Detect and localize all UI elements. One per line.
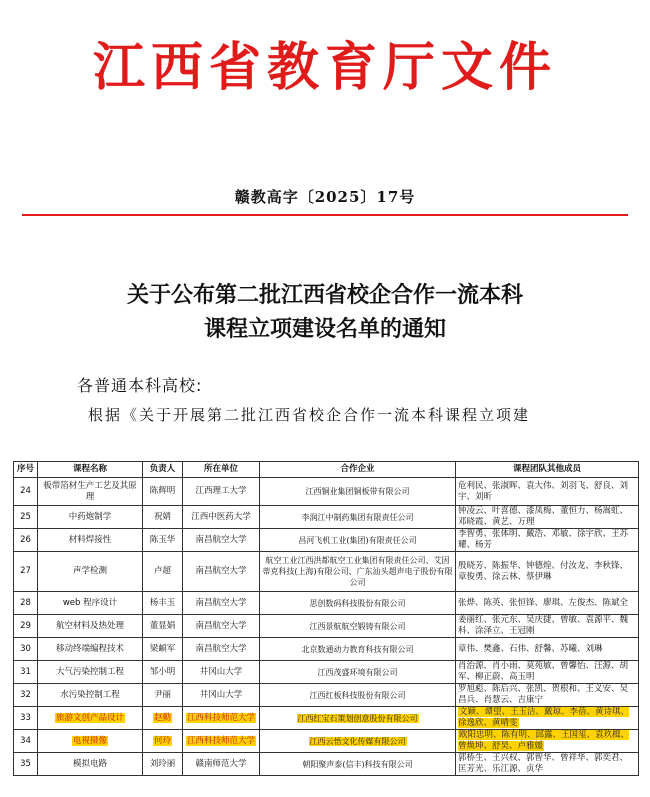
cell-no bbox=[14, 506, 38, 529]
cell-company-text: 江西红宝石策划创意股份有限公司 bbox=[297, 713, 418, 723]
cell-course bbox=[38, 661, 143, 684]
cell-company bbox=[260, 478, 456, 506]
cell-no bbox=[14, 661, 38, 684]
cell-no-text: 31 bbox=[20, 666, 31, 677]
cell-members bbox=[456, 592, 639, 615]
cell-no bbox=[14, 638, 38, 661]
cell-no bbox=[14, 753, 38, 776]
cell-members bbox=[456, 506, 639, 529]
cell-members bbox=[456, 661, 639, 684]
header-company: 合作企业 bbox=[260, 462, 456, 478]
cell-unit-text: 井冈山大学 bbox=[199, 689, 243, 700]
notice-title-line-2: 课程立项建设名单的通知 bbox=[203, 316, 446, 342]
cell-members bbox=[456, 707, 639, 730]
cell-lead-text: 陈玉华 bbox=[149, 534, 176, 545]
cell-unit-text: 赣南师范大学 bbox=[195, 758, 247, 769]
cell-members-text: 罗旭彪、陈后兴、张凯、贺根和、王义安、吴昌兵、肖慧云、吉康宁 bbox=[458, 684, 629, 705]
cell-unit bbox=[183, 506, 260, 529]
cell-course-text: 板带箔材生产工艺及其原理 bbox=[43, 480, 137, 502]
table-row bbox=[14, 506, 639, 529]
cell-company-text: 思创数码科技股份有限公司 bbox=[309, 598, 406, 608]
cell-company bbox=[260, 552, 456, 592]
cell-lead bbox=[143, 552, 183, 592]
cell-members-text: 文颖、谭望、王玉洁、戴琼、李蓓、黄诗琪、徐逸欣、黄晴雯 bbox=[458, 707, 630, 728]
cell-course bbox=[38, 753, 143, 776]
cell-no bbox=[14, 684, 38, 707]
cell-no bbox=[14, 478, 38, 506]
cell-unit bbox=[183, 730, 260, 753]
cell-course bbox=[38, 638, 143, 661]
header-members: 课程团队其他成员 bbox=[456, 462, 639, 478]
cell-unit bbox=[183, 753, 260, 776]
course-roster-table bbox=[13, 461, 639, 776]
cell-company-text: 北京数通动力教育科技有限公司 bbox=[301, 644, 414, 654]
cell-unit bbox=[183, 592, 260, 615]
cell-company-text: 江西云悟文化传媒有限公司 bbox=[309, 736, 406, 746]
cell-course-text: 模拟电路 bbox=[72, 758, 107, 769]
cell-course-text: 航空材料及热处理 bbox=[55, 620, 124, 631]
cell-unit-text: 江西理工大学 bbox=[195, 486, 247, 496]
cell-lead-text: 何玲 bbox=[153, 735, 171, 746]
cell-lead bbox=[143, 753, 183, 776]
table-header-row bbox=[14, 462, 639, 478]
header-course: 课程名称 bbox=[38, 462, 143, 478]
cell-lead-text: 祝婧 bbox=[153, 511, 171, 522]
cell-members bbox=[456, 684, 639, 707]
cell-members bbox=[456, 753, 639, 776]
cell-unit-text: 南昌航空大学 bbox=[195, 643, 247, 654]
table-row bbox=[14, 529, 639, 552]
cell-unit bbox=[183, 684, 260, 707]
cell-members-text: 危利民、张淑晖、袁大伟、刘羽飞、舒良、刘宇、刘昕 bbox=[458, 480, 629, 502]
cell-no-text: 34 bbox=[20, 735, 31, 746]
notice-title bbox=[0, 278, 650, 346]
cell-course bbox=[38, 552, 143, 592]
cell-course-text: 中药炮制学 bbox=[68, 511, 112, 522]
cell-unit-text: 南昌航空大学 bbox=[195, 597, 247, 608]
cell-unit bbox=[183, 552, 260, 592]
cell-no-text: 25 bbox=[20, 511, 31, 522]
cell-unit bbox=[183, 615, 260, 638]
cell-course bbox=[38, 707, 143, 730]
table-body bbox=[14, 478, 639, 776]
cell-members bbox=[456, 638, 639, 661]
cell-course-text: 声学检测 bbox=[72, 566, 107, 576]
table-row bbox=[14, 478, 639, 506]
cell-no bbox=[14, 707, 38, 730]
cell-company bbox=[260, 707, 456, 730]
cell-course bbox=[38, 730, 143, 753]
cell-company-text: 江西景航航空锻铸有限公司 bbox=[309, 621, 406, 631]
cell-no-text: 26 bbox=[20, 534, 31, 545]
cell-no bbox=[14, 730, 38, 753]
cell-company-text: 昌河飞机工业(集团)有限责任公司 bbox=[298, 535, 417, 545]
cell-company-text: 李润江中制药集团有限责任公司 bbox=[301, 512, 414, 522]
cell-no-text: 28 bbox=[20, 597, 31, 608]
cell-unit-text: 井冈山大学 bbox=[199, 666, 243, 677]
cell-company bbox=[260, 638, 456, 661]
cell-company bbox=[260, 506, 456, 529]
table-row bbox=[14, 684, 639, 707]
cell-unit-text: 江西中医药大学 bbox=[191, 511, 251, 522]
cell-no-text: 32 bbox=[20, 689, 31, 700]
cell-company bbox=[260, 730, 456, 753]
cell-members-text: 欧阳忠明、陈有明、邱露、王国玺、袁玖楫、曾焕坤、舒昊、卢雅媛 bbox=[458, 730, 630, 751]
table-row bbox=[14, 730, 639, 753]
cell-no-text: 30 bbox=[20, 643, 31, 654]
cell-unit-text: 南昌航空大学 bbox=[195, 566, 247, 576]
cell-members-text: 章伟、樊鑫、石伟、舒馨、苏曦、刘琳 bbox=[458, 643, 603, 654]
table-row bbox=[14, 615, 639, 638]
cell-members bbox=[456, 478, 639, 506]
cell-unit bbox=[183, 529, 260, 552]
body-text: 根据《关于开展第二批江西省校企合作一流本科课程立项建 bbox=[88, 406, 531, 424]
header-no: 序号 bbox=[14, 462, 38, 478]
cell-members-text: 肖治源、肖小雨、莫苑敏、曾馨怡、汪源、胡军、柳正蔚、高玉明 bbox=[458, 661, 629, 682]
cell-lead bbox=[143, 684, 183, 707]
cell-members-text: 李智勇、张体明、戴浩、邓敏、徐宇欣、王苏耀、杨芳 bbox=[458, 529, 629, 550]
cell-course-text: web 程序设计 bbox=[62, 597, 118, 608]
cell-course-text: 移动终端编程技术 bbox=[55, 643, 124, 654]
cell-company bbox=[260, 529, 456, 552]
cell-company bbox=[260, 661, 456, 684]
cell-unit bbox=[183, 478, 260, 506]
header-lead: 负责人 bbox=[143, 462, 183, 478]
cell-company bbox=[260, 753, 456, 776]
cell-members bbox=[456, 529, 639, 552]
cell-company-text: 江西茂盛环境有限公司 bbox=[317, 667, 398, 677]
cell-unit-text: 江西科技师范大学 bbox=[186, 735, 255, 746]
cell-course bbox=[38, 592, 143, 615]
cell-unit-text: 南昌航空大学 bbox=[195, 620, 247, 631]
cell-course bbox=[38, 506, 143, 529]
cell-lead-text: 赵勤 bbox=[153, 712, 171, 723]
cell-lead-text: 刘玲丽 bbox=[149, 758, 176, 769]
table-row bbox=[14, 592, 639, 615]
cell-company bbox=[260, 592, 456, 615]
cell-lead bbox=[143, 638, 183, 661]
cell-members bbox=[456, 615, 639, 638]
cell-course-text: 电视摄像 bbox=[72, 735, 107, 746]
cell-members-text: 张烨、陈英、张恒锋、廖琪、左俊杰、陈斌全 bbox=[458, 597, 629, 608]
cell-unit bbox=[183, 638, 260, 661]
salutation: 各普通本科高校: bbox=[77, 376, 203, 395]
cell-no bbox=[14, 529, 38, 552]
cell-unit-text: 江西科技师范大学 bbox=[186, 712, 255, 723]
cell-course-text: 材料焊接性 bbox=[68, 534, 112, 545]
cell-lead-text: 尹丽 bbox=[153, 689, 171, 700]
cell-course bbox=[38, 529, 143, 552]
cell-unit bbox=[183, 707, 260, 730]
cell-course-text: 旅游文创产品设计 bbox=[55, 712, 124, 723]
cell-course-text: 大气污染控制工程 bbox=[55, 666, 124, 677]
cell-course bbox=[38, 615, 143, 638]
cell-no-text: 24 bbox=[20, 486, 31, 496]
cell-lead-text: 董显娟 bbox=[149, 620, 176, 631]
cell-no bbox=[14, 615, 38, 638]
cell-unit bbox=[183, 661, 260, 684]
cell-lead bbox=[143, 661, 183, 684]
cell-course-text: 水污染控制工程 bbox=[60, 689, 120, 700]
table-row bbox=[14, 707, 639, 730]
cell-company bbox=[260, 615, 456, 638]
cell-lead-text: 卢超 bbox=[153, 566, 171, 576]
cell-no bbox=[14, 552, 38, 592]
table-row bbox=[14, 661, 639, 684]
cell-members bbox=[456, 552, 639, 592]
cell-company-text: 航空工业江西洪都航空工业集团有限责任公司、艾因蒂克科技(上海)有限公司、广东汕头超声电子股份有限公司 bbox=[262, 556, 453, 587]
cell-members-text: 钟凌云、叶喜德、漆凤梅、董恒力、杨嵩虹、邓晓霞、黄艺、万理 bbox=[458, 506, 629, 527]
cell-company-text: 朝阳聚声泰(信丰)科技有限公司 bbox=[302, 759, 413, 769]
cell-lead bbox=[143, 707, 183, 730]
header-divider bbox=[22, 214, 628, 216]
document-header-title: 江西省教育厅文件 bbox=[92, 37, 557, 98]
cell-lead-text: 陈辉明 bbox=[149, 486, 176, 496]
cell-lead-text: 邹小明 bbox=[149, 666, 176, 677]
header-unit: 所在单位 bbox=[183, 462, 260, 478]
cell-no-text: 35 bbox=[20, 758, 31, 769]
cell-company-text: 江西铜业集团铜板带有限公司 bbox=[305, 487, 410, 496]
cell-lead bbox=[143, 506, 183, 529]
cell-no-text: 27 bbox=[20, 566, 31, 576]
cell-lead bbox=[143, 592, 183, 615]
cell-members-text: 郭桥生、王兴权、郭智华、曾祥华、郭奕君、匡芳光、乐江源、贞华 bbox=[458, 753, 629, 774]
cell-members bbox=[456, 730, 639, 753]
cell-no-text: 29 bbox=[20, 620, 31, 631]
notice-title-line-1: 关于公布第二批江西省校企合作一流本科 bbox=[126, 282, 523, 308]
cell-lead bbox=[143, 529, 183, 552]
cell-lead bbox=[143, 730, 183, 753]
document-number: 赣教高字〔2025〕17号 bbox=[234, 188, 416, 206]
cell-lead-text: 杨丰玉 bbox=[149, 597, 176, 608]
cell-company-text: 江西红板科技股份有限公司 bbox=[309, 690, 406, 700]
table-row bbox=[14, 753, 639, 776]
cell-members-text: 殷晓芳、陈振华、钟德煌、付汝龙、李秋锋、章俊勇、徐云林、蔡伊琳 bbox=[458, 560, 629, 582]
cell-lead bbox=[143, 478, 183, 506]
table-row bbox=[14, 552, 639, 592]
cell-course bbox=[38, 478, 143, 506]
cell-lead bbox=[143, 615, 183, 638]
table-row bbox=[14, 638, 639, 661]
cell-no-text: 33 bbox=[20, 712, 31, 723]
cell-no bbox=[14, 592, 38, 615]
cell-company bbox=[260, 684, 456, 707]
cell-course bbox=[38, 684, 143, 707]
cell-unit-text: 南昌航空大学 bbox=[195, 534, 247, 545]
cell-members-text: 姜丽红、张元东、吴庆捷、曾敏、袁源平、魏科、涂泽立、王冠刚 bbox=[458, 615, 629, 636]
cell-lead-text: 梁頔军 bbox=[149, 643, 176, 654]
